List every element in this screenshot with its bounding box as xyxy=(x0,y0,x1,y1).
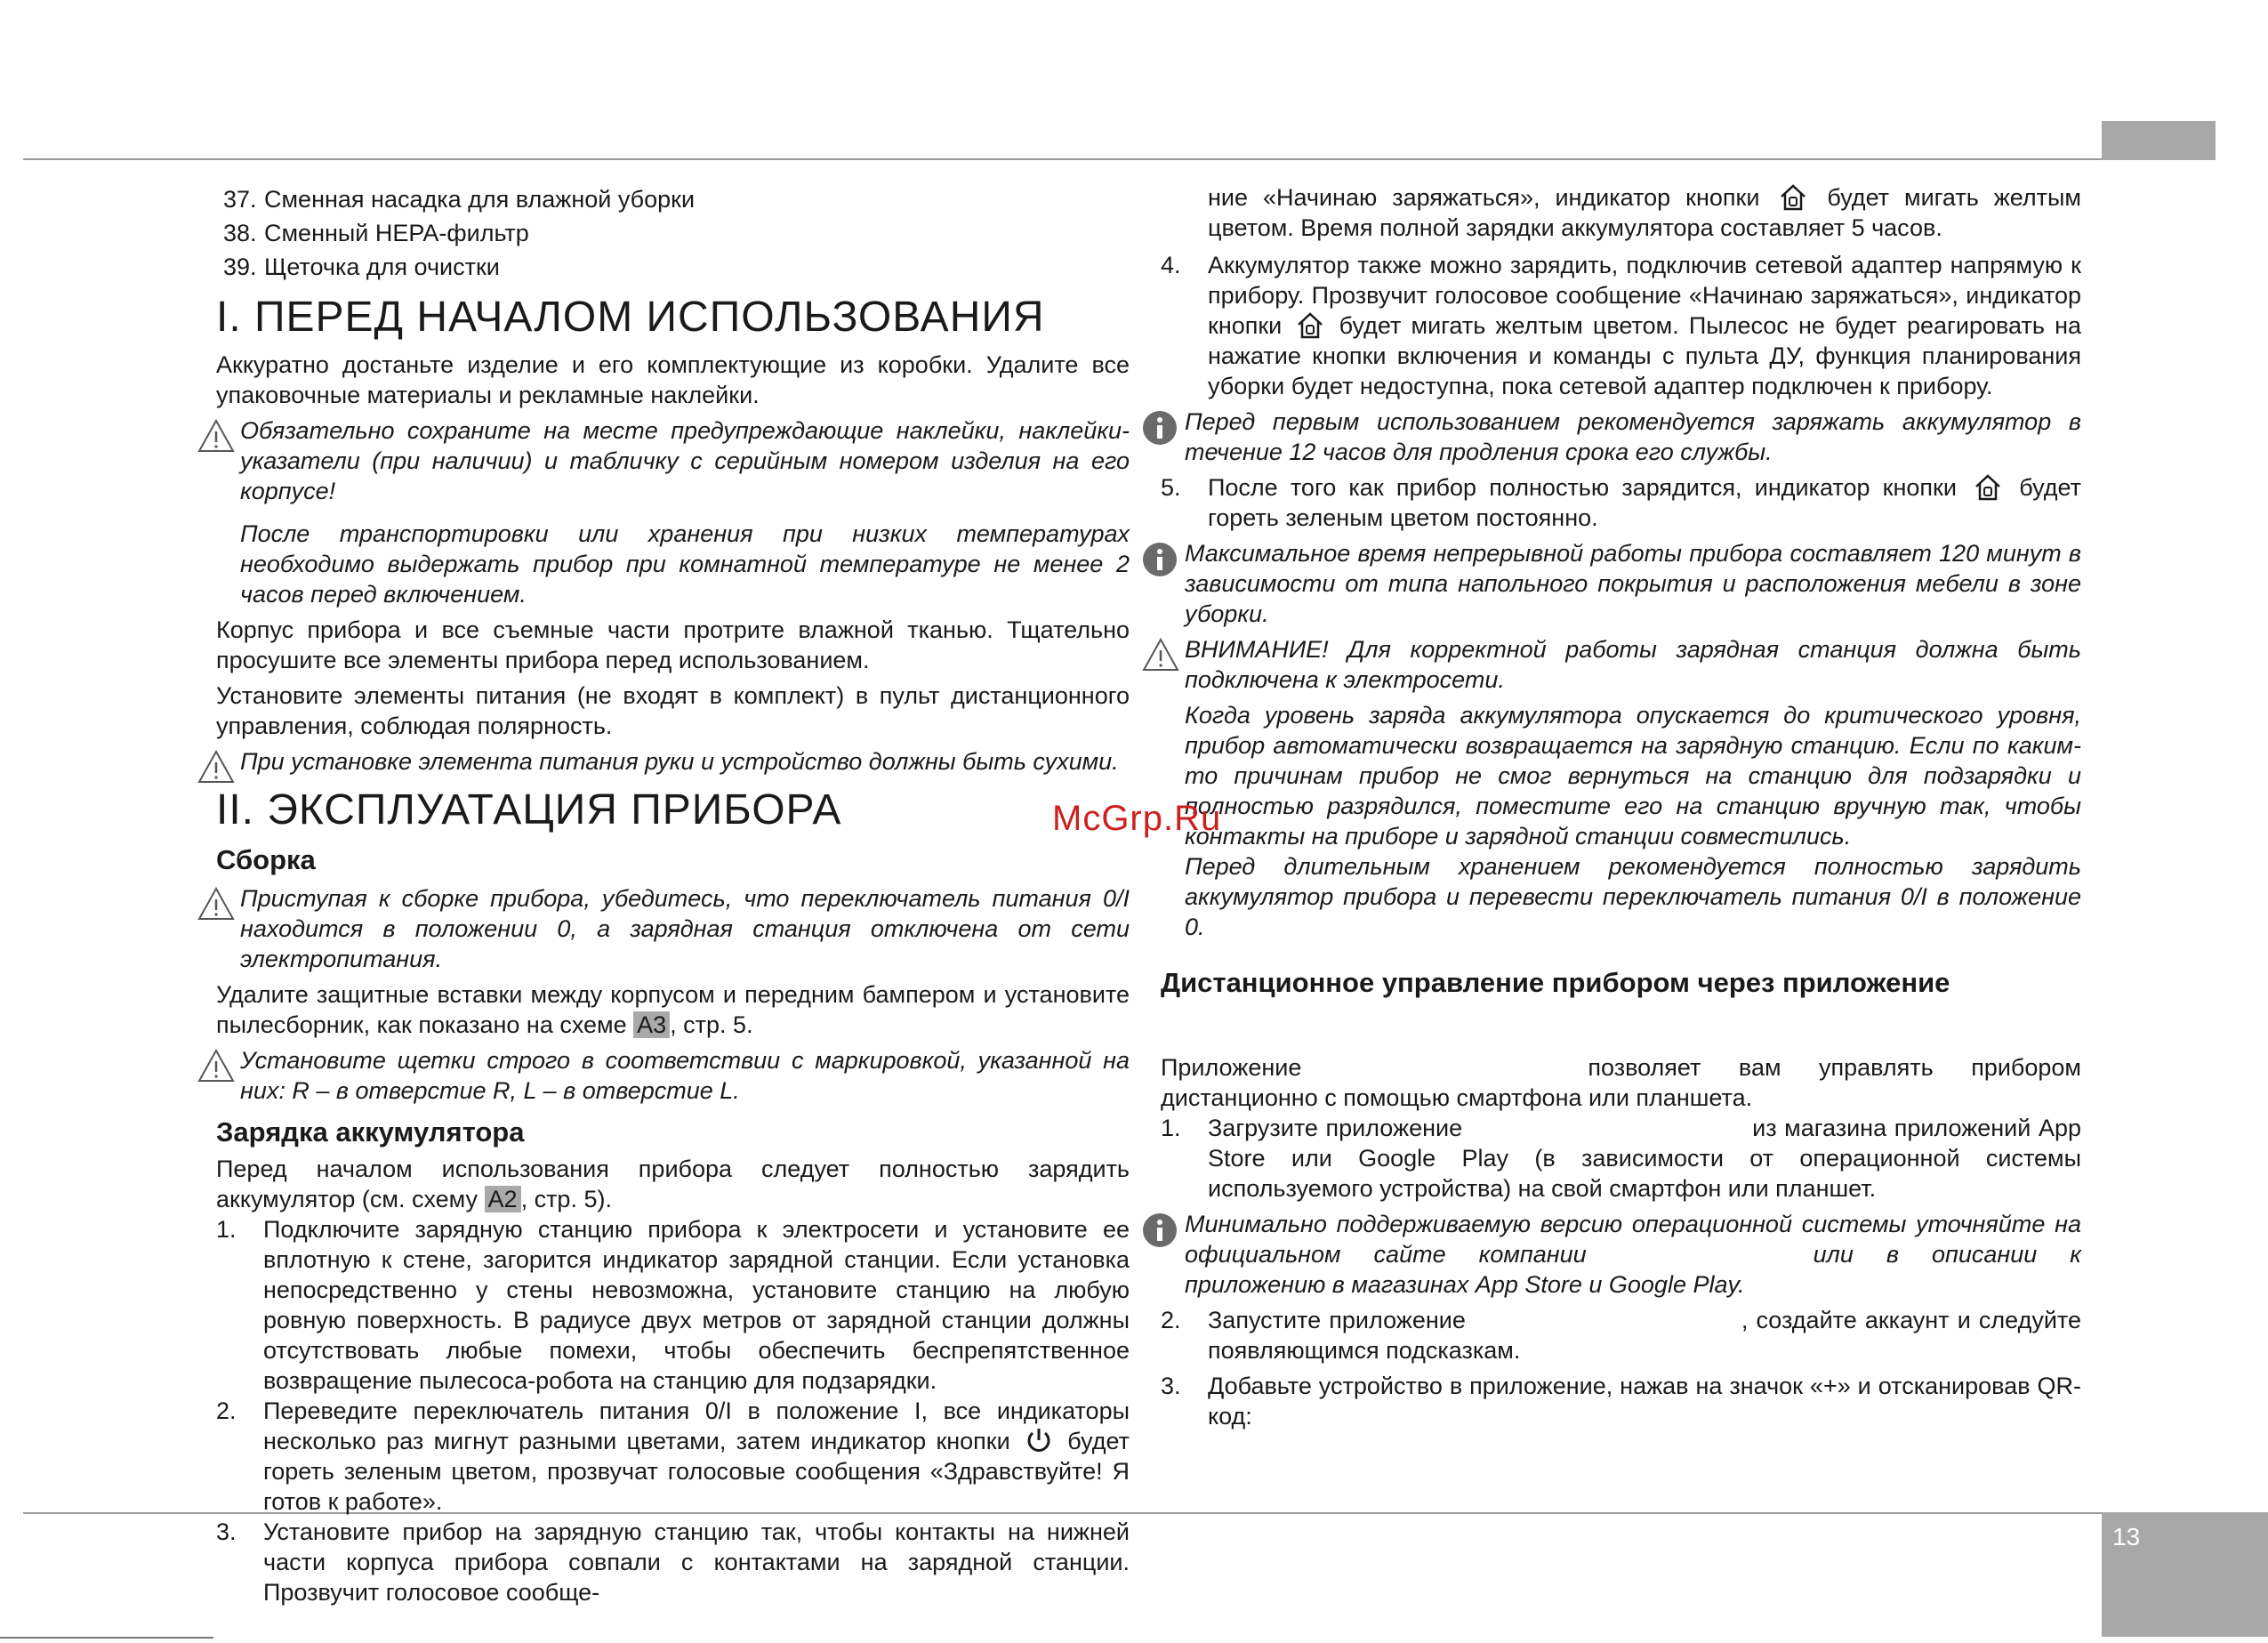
list-item: 5. После того как прибор полностью зарядится, индикатор кнопки будет гореть зеленым цветом постоянно. xyxy=(1161,474,2082,531)
parts-list xyxy=(216,182,1130,284)
warning-note: Приступая к сборке прибора, убедитесь, что переключатель питания 0/I находится в положении 0, а зарядная станция отключена от сети электропитания. xyxy=(198,883,1130,974)
scheme-reference: A2 xyxy=(485,1186,521,1212)
info-note: Перед первым использованием рекомендуется заряжать аккумулятор в течение 12 часов для продления срока его службы. xyxy=(1143,407,2081,467)
warning-note: Обязательно сохраните на месте предупреждающие наклейки, наклейки-указатели (при наличии) и табличку с серийным номером изделия на его корпусе! После транспортировки или хранения при низких температурах необходимо выдержать прибор при комнатной температуре не менее 2 часов перед включением. xyxy=(198,415,1130,609)
info-note: Максимальное время непрерывной работы прибора составляет 120 минут в зависимости от типа напольного покрытия и расположения мебели в зоне уборки. xyxy=(1143,538,2081,629)
list-item: 3. Установите прибор на зарядную станцию так, чтобы контакты на нижней части корпуса прибора совпали с контактами на зарядной станции. Прозвучит голосовое сообще- xyxy=(216,1518,1130,1606)
list-item: 1. Подключите зарядную станцию прибора к электросети и установите ее вплотную к стене, загорится индикатор зарядной станции. Если установка непосредственно у стены невозможна, установите станцию на любую ровную поверхность. В радиусе двух метров от зарядной станции должны отсутствовать любые помехи, чтобы обеспечить беспрепятственное возвращение пылесоса-робота на станцию для подзарядки. xyxy=(216,1216,1130,1394)
home-dock-icon xyxy=(1295,310,1325,341)
left-column xyxy=(216,182,1130,1607)
list-item: 37. Сменная насадка для влажной уборки xyxy=(223,186,696,213)
info-icon xyxy=(1142,542,1178,577)
list-item: 38. Сменный HEPA-фильтр xyxy=(223,220,529,246)
list-item: 4. Аккумулятор также можно зарядить, подключив сетевой адаптер напрямую к прибору. Прозвучит голосовое сообщение «Начинаю заряжаться», индикатор кнопки будет мигать желтым цветом. Пылесос не будет реагировать на нажатие кнопки включения и команды с пульта ДУ, функция планирования уборки будет недоступна, пока сетевой адаптер подключен к прибору. xyxy=(1161,252,2081,399)
page-number: 13 xyxy=(2112,1523,2141,1550)
power-icon xyxy=(1024,1426,1054,1456)
info-note: Минимально поддерживаемую версию операционной системы уточняйте на официальном сайте компании или в описании к приложению в магазинах App Store и Google Play. xyxy=(1143,1209,2081,1300)
paragraph: Корпус прибора и все съемные части протрите влажной тканью. Тщательно просушите все элементы прибора перед использованием. xyxy=(216,616,1130,673)
home-dock-icon xyxy=(1778,182,1808,213)
right-column xyxy=(1161,182,2081,1431)
section-title-before-use: I. ПЕРЕД НАЧАЛОМ ИСПОЛЬЗОВАНИЯ xyxy=(216,294,1045,341)
home-dock-icon xyxy=(1973,472,2003,503)
charging-steps-continued xyxy=(1161,182,2081,401)
subheading-app-control: Дистанционное управление прибором через приложение xyxy=(1161,967,1950,998)
footer-stub xyxy=(0,1637,213,1639)
warning-triangle-icon xyxy=(197,419,235,453)
warning-triangle-icon xyxy=(1142,638,1179,672)
warning-note: Установите щетки строго в соответствии с маркировкой, указанной на них: R – в отверстие R, L – в отверстие L. xyxy=(198,1045,1130,1106)
subheading-assembly: Сборка xyxy=(216,844,316,875)
charging-step-5 xyxy=(1161,472,2081,533)
list-item: 1. Загрузите приложение из магазина приложений App Store или Google Play (в зависимости от операционной системы используемого устройства) на свой смартфон или планшет. xyxy=(1161,1115,2081,1202)
app-steps-continued xyxy=(1161,1305,2081,1431)
list-item: 3. Добавьте устройство в приложение, нажав на значок «+» и отсканировав QR-код: xyxy=(1161,1373,2081,1430)
list-item: 39. Щеточка для очистки xyxy=(223,254,500,280)
info-icon xyxy=(1142,410,1178,446)
paragraph: Удалите защитные вставки между корпусом и передним бампером и установите пылесборник, как показано на схеме A3 , стр. 5. xyxy=(216,981,1130,1038)
top-rule xyxy=(23,158,2216,160)
subheading-charging: Зарядка аккумулятора xyxy=(216,1116,525,1148)
watermark: McGrp.Ru xyxy=(1052,799,1222,838)
top-corner-tab xyxy=(2102,121,2216,160)
warning-triangle-icon xyxy=(197,887,235,921)
warning-triangle-icon xyxy=(197,1049,235,1083)
charging-steps xyxy=(216,1214,1130,1607)
scheme-reference: A3 xyxy=(633,1011,670,1038)
list-item: 2. Запустите приложение , создайте аккаунт и следуйте появляющимся подсказкам. xyxy=(1161,1307,2082,1364)
paragraph: Приложение позволяет вам управлять прибором дистанционно с помощью смартфона или планшета. xyxy=(1161,1054,2081,1111)
list-item: ние «Начинаю заряжаться», индикатор кнопки будет мигать желтым цветом. Время полной зарядки аккумулятора составляет 5 часов. xyxy=(1208,184,2081,241)
paragraph: Перед началом использования прибора следует полностью зарядить аккумулятор (см. схему A2 , стр. 5). xyxy=(216,1156,1130,1212)
app-steps xyxy=(1161,1113,2081,1204)
warning-note: ВНИМАНИЕ! Для корректной работы зарядная станция должна быть подключена к электросети. Когда уровень заряда аккумулятора опускается до критического уровня, прибор автоматически возвращается на зарядную станцию. Если по каким-то причинам прибор не смог вернуться на станцию для подзарядки и полностью разрядился, поместите его на станцию вручную так, чтобы контакты на приборе и зарядной станции совместились. Перед длительным хранением рекомендуется полностью зарядить аккумулятор прибора и перевести переключатель питания 0/I в положение 0. xyxy=(1143,634,2081,942)
paragraph: Аккуратно достаньте изделие и его комплектующие из коробки. Удалите все упаковочные материалы и рекламные наклейки. xyxy=(216,351,1130,408)
section-title-operation: II. ЭКСПЛУАТАЦИЯ ПРИБОРА xyxy=(216,786,842,834)
list-item: 2. Переведите переключатель питания 0/I в положение I, все индикаторы несколько раз мигнут разными цветами, затем индикатор кнопки будет гореть зеленым цветом, прозвучат голосовые сообщения «Здравствуйте! Я готов к работе». xyxy=(216,1397,1130,1515)
paragraph: Установите элементы питания (не входят в комплект) в пульт дистанционного управления, соблюдая полярность. xyxy=(216,682,1130,739)
info-icon xyxy=(1142,1212,1178,1248)
warning-triangle-icon xyxy=(197,750,235,784)
warning-note: При установке элемента питания руки и устройство должны быть сухими. xyxy=(198,746,1130,777)
